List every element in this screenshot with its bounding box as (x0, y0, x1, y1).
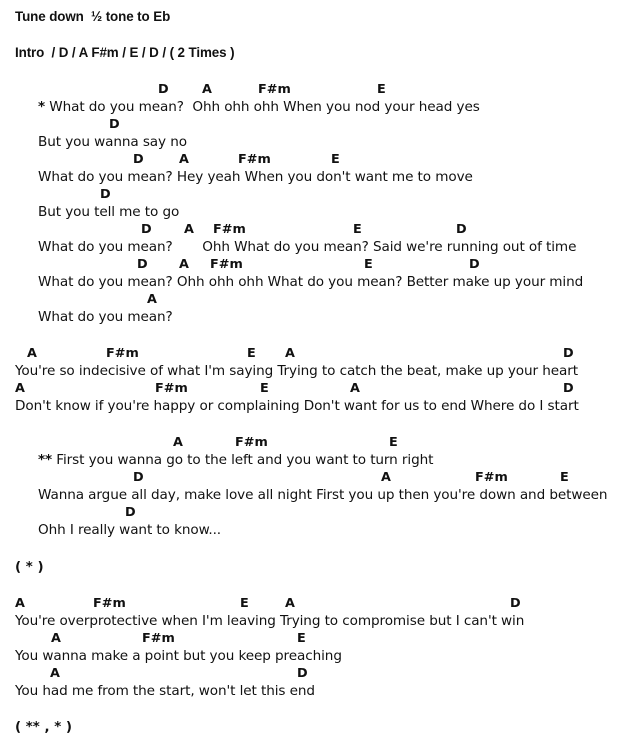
chord: F#m (238, 152, 271, 167)
chord: F#m (475, 470, 508, 485)
chord: E (353, 222, 362, 237)
lyric-line (38, 99, 480, 115)
chord: E (331, 152, 340, 167)
chord: D (158, 82, 169, 97)
chord: E (240, 596, 249, 611)
chord: A (184, 222, 194, 237)
lyric-line: You wanna make a point but you keep preaching (15, 648, 342, 664)
chord: D (563, 381, 574, 396)
chord: E (560, 470, 569, 485)
lyric-line: You're overprotective when I'm leaving Trying to compromise but I can't win (15, 613, 525, 629)
chord: D (469, 257, 480, 272)
chord: D (141, 222, 152, 237)
chord: A (381, 470, 391, 485)
chord: A (15, 596, 25, 611)
chord: D (137, 257, 148, 272)
chord: E (297, 631, 306, 646)
chord: D (297, 666, 308, 681)
lyric-line: You had me from the start, won't let this end (15, 683, 315, 699)
chord: F#m (235, 435, 268, 450)
chord: A (179, 152, 189, 167)
chord: F#m (210, 257, 243, 272)
chord: D (109, 117, 120, 132)
lyric-line: Don't know if you're happy or complaining Don't want for us to end Where do I start (15, 398, 579, 414)
intro-progression: Intro / D / A F#m / E / D / ( 2 Times ) (15, 45, 235, 60)
chord: A (350, 381, 360, 396)
chord: E (377, 82, 386, 97)
chord: F#m (155, 381, 188, 396)
chord: D (456, 222, 467, 237)
chord: F#m (106, 346, 139, 361)
repeat-marker: ( * ) (15, 560, 44, 575)
chord: A (285, 346, 295, 361)
lyric-line: What do you mean? Ohh ohh ohh What do you mean? Better make up your mind (38, 274, 584, 290)
lyric-line: Wanna argue all day, make love all night First you up then you're down and between (38, 487, 608, 503)
chord: F#m (142, 631, 175, 646)
chord: D (100, 187, 111, 202)
lyric-text: First you wanna go to the left and you want to turn right (52, 452, 434, 468)
chord: F#m (93, 596, 126, 611)
lyric-line: Ohh I really want to know... (38, 522, 222, 538)
chord: A (202, 82, 212, 97)
chord: D (510, 596, 521, 611)
chord: A (51, 631, 61, 646)
lyric-line: What do you mean? Hey yeah When you don't want me to move (38, 169, 473, 185)
chord: E (389, 435, 398, 450)
section-marker: ** (38, 452, 53, 468)
lyric-line: But you tell me to go (38, 204, 180, 220)
chord: D (133, 152, 144, 167)
chord: A (27, 346, 37, 361)
chord: E (260, 381, 269, 396)
chord: F#m (213, 222, 246, 237)
chord: E (364, 257, 373, 272)
chord: A (179, 257, 189, 272)
chord: A (173, 435, 183, 450)
chord: A (285, 596, 295, 611)
lyric-line: What do you mean? (38, 309, 173, 325)
chord: F#m (258, 82, 291, 97)
lyric-text: What do you mean? Ohh ohh ohh When you nod your head yes (45, 99, 480, 115)
chord: D (563, 346, 574, 361)
lyric-line: You're so indecisive of what I'm saying Trying to catch the beat, make up your heart (15, 363, 578, 379)
chord: D (133, 470, 144, 485)
lyric-line: But you wanna say no (38, 134, 187, 150)
repeat-marker: ( ** , * ) (15, 720, 72, 735)
lyric-line (38, 452, 433, 468)
tuning-note: Tune down ½ tone to Eb (15, 9, 171, 24)
chord: A (147, 292, 157, 307)
chord: E (247, 346, 256, 361)
chord: A (50, 666, 60, 681)
chord: A (15, 381, 25, 396)
chord: D (125, 505, 136, 520)
lyric-line: What do you mean? Ohh What do you mean? Said we're running out of time (38, 239, 577, 255)
section-marker: * (38, 99, 46, 115)
